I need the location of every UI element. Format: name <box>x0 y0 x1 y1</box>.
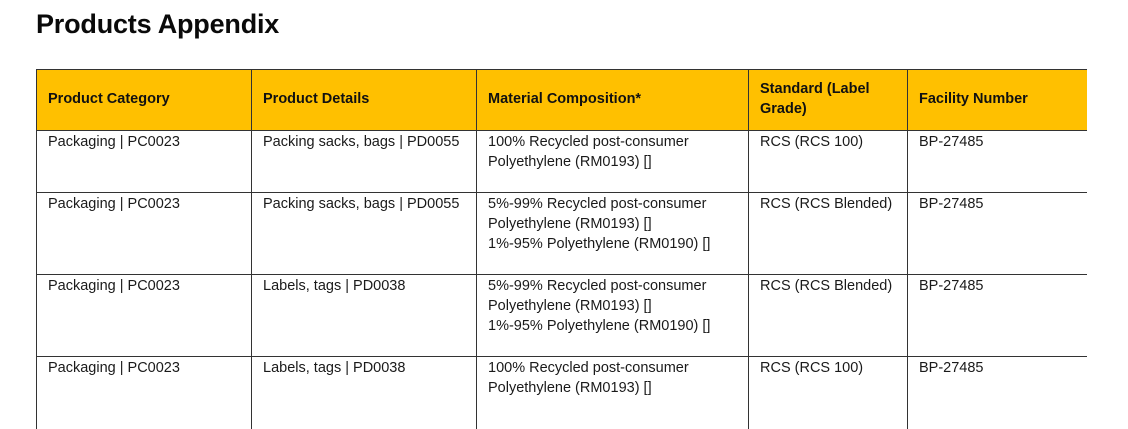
table-row <box>37 131 1088 193</box>
composition-line: Polyethylene (RM0193) [] <box>488 296 748 316</box>
cell-facility-number: BP-27485 <box>908 357 1088 429</box>
cell-product-category: Packaging | PC0023 <box>37 193 252 275</box>
cell-standard: RCS (RCS 100) <box>749 131 908 193</box>
composition-line: Polyethylene (RM0193) [] <box>488 214 748 234</box>
header-standard-label-grade: Standard (Label Grade) <box>749 70 908 131</box>
composition-line: 1%-95% Polyethylene (RM0190) [] <box>488 234 748 254</box>
cell-material-composition <box>477 193 749 275</box>
products-table-container <box>36 69 1087 429</box>
table-header-row <box>37 70 1088 131</box>
header-facility-number: Facility Number <box>908 70 1088 131</box>
cell-material-composition <box>477 131 749 193</box>
cell-product-details: Labels, tags | PD0038 <box>252 357 477 429</box>
cell-material-composition <box>477 357 749 429</box>
composition-line: 100% Recycled post-consumer <box>488 358 748 378</box>
table-row <box>37 357 1088 429</box>
products-table <box>36 69 1087 429</box>
header-material-composition: Material Composition* <box>477 70 749 131</box>
page-title: Products Appendix <box>36 6 279 42</box>
cell-product-category: Packaging | PC0023 <box>37 131 252 193</box>
cell-facility-number: BP-27485 <box>908 193 1088 275</box>
table-row <box>37 193 1088 275</box>
cell-product-details: Labels, tags | PD0038 <box>252 275 477 357</box>
table-row <box>37 275 1088 357</box>
composition-line: Polyethylene (RM0193) [] <box>488 152 748 172</box>
header-product-category: Product Category <box>37 70 252 131</box>
cell-product-details: Packing sacks, bags | PD0055 <box>252 193 477 275</box>
cell-product-category: Packaging | PC0023 <box>37 357 252 429</box>
cell-product-details: Packing sacks, bags | PD0055 <box>252 131 477 193</box>
cell-material-composition <box>477 275 749 357</box>
composition-line: 1%-95% Polyethylene (RM0190) [] <box>488 316 748 336</box>
composition-line: Polyethylene (RM0193) [] <box>488 378 748 398</box>
composition-line: 5%-99% Recycled post-consumer <box>488 276 748 296</box>
cell-standard: RCS (RCS 100) <box>749 357 908 429</box>
composition-line: 100% Recycled post-consumer <box>488 132 748 152</box>
composition-line: 5%-99% Recycled post-consumer <box>488 194 748 214</box>
cell-product-category: Packaging | PC0023 <box>37 275 252 357</box>
cell-facility-number: BP-27485 <box>908 131 1088 193</box>
cell-standard: RCS (RCS Blended) <box>749 275 908 357</box>
cell-standard: RCS (RCS Blended) <box>749 193 908 275</box>
cell-facility-number: BP-27485 <box>908 275 1088 357</box>
header-product-details: Product Details <box>252 70 477 131</box>
